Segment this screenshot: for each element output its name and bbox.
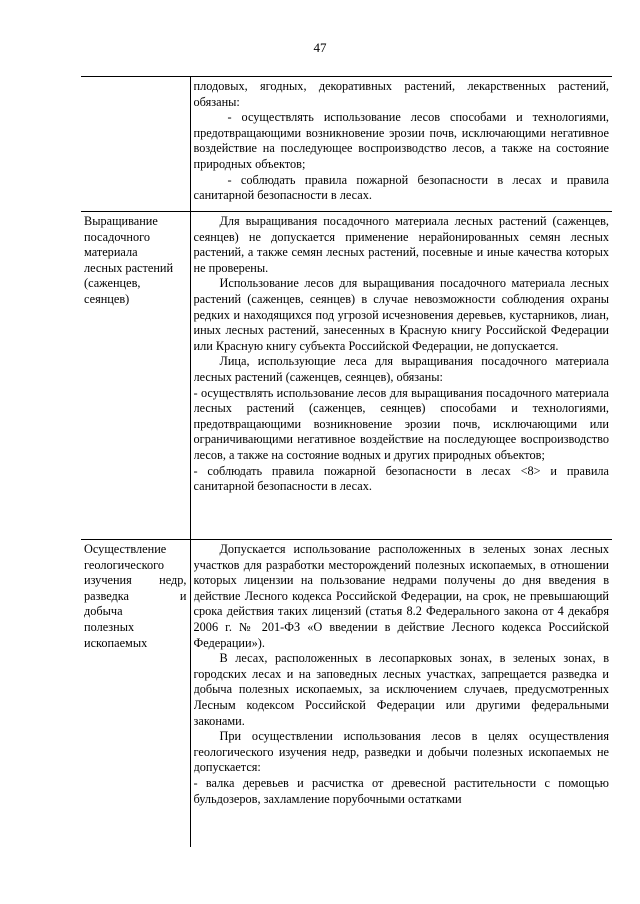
page-number: 47 — [313, 40, 327, 55]
table-row — [81, 77, 612, 212]
paragraph: В лесах, расположенных в лесопарковых зонах, в зеленых зонах, в городских лесах и на заповедных лесных участках, запрещается разведка и добыча полезных ископаемых, за исключением случаев, предусмотренных Лесным кодексом Российской Федерации или другими федеральными законами. — [193, 651, 609, 728]
table-row — [81, 540, 612, 848]
paragraph: Допускается использование расположенных в зеленых зонах лесных участков для разработки месторождений полезных ископаемых, в отношении которых лицензии на пользование недрами получены до дня введения в действие Лесного кодекса Российской Федерации, на срок, не превышающий срока действия таких лицензий (статья 8.2 Федерального закона от 4 декабря 2006 г. № 201-ФЗ «О введении в действие Лесного кодекса Российской Федерации»). — [193, 542, 609, 650]
paragraph: - осуществлять использование лесов для выращивания посадочного материала лесных растений (саженцев, сеянцев) способами и технологиями, предотвращающими возникновение эрозии почв, исключающими или ограничивающими негативное воздействие на последующее воспроизводство лесов, а также на состояние водных и других природных объектов; — [193, 385, 609, 462]
activity-label-line: сеянцев) — [84, 291, 130, 306]
activity-label-line: Выращивание — [84, 214, 158, 228]
activity-label-line: лесных растений — [84, 260, 174, 275]
paragraph: Лица, использующие леса для выращивания посадочного материала лесных растений (саженцев, сеянцев), обязаны: — [193, 354, 609, 384]
paragraph: - осуществлять использование лесов способами и технологиями, предотвращающими возникновение эрозии почв, исключающими негативное воздействие на последующее воспроизводство лесов, а также на состояние природных объектов; — [193, 110, 609, 171]
activity-label-line: добыча — [84, 604, 123, 619]
activity-label-line: геологического — [84, 557, 165, 572]
table-row — [81, 212, 612, 540]
activity-label-cell — [81, 540, 190, 848]
activity-label-line: Осуществление — [84, 542, 167, 556]
paragraph: - соблюдать правила пожарной безопасности в лесах <8> и правила санитарной безопасности в лесах. — [193, 463, 609, 494]
activity-label-line: материала — [84, 245, 138, 260]
activity-label-cell — [81, 77, 190, 212]
activity-label-line: изучения недр, — [84, 573, 187, 588]
paragraph: При осуществлении использования лесов в целях осуществления геологического изучения недр, разведки и добычи полезных ископаемых не допускается: — [193, 729, 609, 775]
activity-label-line: полезных — [84, 619, 135, 634]
paragraph: Для выращивания посадочного материала лесных растений (саженцев, сеянцев) не допускается применение нерайонированных семян лесных растений, а также семян лесных растений, посевные и иные качества которых не проверены. — [193, 214, 609, 275]
activity-label-line: разведка и — [84, 588, 187, 603]
paragraph: - валка деревьев и расчистка от древесной растительности с помощью бульдозеров, захламление порубочными остатками — [193, 775, 609, 806]
paragraph: Использование лесов для выращивания посадочного материала лесных растений (саженцев, сеянцев) в случае невозможности соблюдения охраны редких и находящихся под угрозой исчезновения деревьев, кустарников, лиан, иных лесных растений, занесенных в Красную книгу Российской Федерации или Красную книгу субъекта Российской Федерации, не допускается. — [193, 276, 609, 353]
paragraph: плодовых, ягодных, декоративных растений, лекарственных растений, обязаны: — [193, 79, 609, 109]
activity-label-line: посадочного — [84, 229, 150, 244]
paragraph: - соблюдать правила пожарной безопасности в лесах и правила санитарной безопасности в лесах. — [193, 172, 609, 203]
activity-label-line: (саженцев, — [84, 276, 141, 291]
requirements-cell — [190, 540, 612, 848]
requirements-cell — [190, 77, 612, 212]
regulation-table — [81, 76, 612, 847]
requirements-cell — [190, 212, 612, 540]
activity-label-cell — [81, 212, 190, 540]
activity-label-line: ископаемых — [84, 635, 148, 650]
